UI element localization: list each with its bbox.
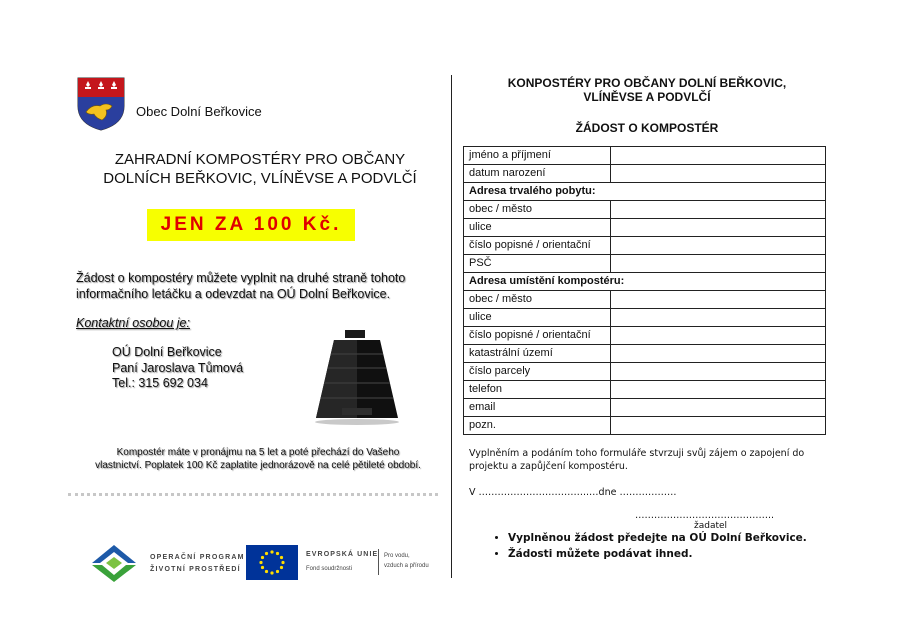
form-row bbox=[464, 363, 826, 381]
form-row bbox=[464, 291, 826, 309]
instructions-list bbox=[484, 530, 807, 562]
form-field-label: telefon bbox=[464, 381, 611, 399]
form-field-label: datum narození bbox=[464, 165, 611, 183]
form-field-label: jméno a příjmení bbox=[464, 147, 611, 165]
price-text: JEN ZA 100 Kč. bbox=[160, 214, 342, 235]
form-row bbox=[464, 417, 826, 435]
form-row bbox=[464, 201, 826, 219]
form-field-input[interactable] bbox=[611, 255, 826, 273]
operacni-program-logo-icon bbox=[88, 541, 140, 583]
form-field-input[interactable] bbox=[611, 165, 826, 183]
form-title bbox=[462, 76, 832, 104]
form-field-label: ulice bbox=[464, 309, 611, 327]
eu-motto bbox=[384, 551, 429, 571]
op-logo-text bbox=[150, 552, 245, 576]
eu-flag-icon bbox=[246, 545, 298, 580]
application-text: Žádost o kompostéry můžete vyplnit na druhé straně tohoto informačního letáčku a odevzdat na OÚ Dolní Beřkovice. bbox=[76, 271, 406, 301]
form-field-input[interactable] bbox=[611, 399, 826, 417]
form-row bbox=[464, 237, 826, 255]
instruction-item: • Žádosti můžete podávat ihned. bbox=[508, 546, 807, 562]
form-field-label: ulice bbox=[464, 219, 611, 237]
signature-line: …………………………………….. bbox=[635, 510, 775, 521]
form-field-label: číslo popisné / orientační bbox=[464, 237, 611, 255]
form-field-label: katastrální území bbox=[464, 345, 611, 363]
form-row bbox=[464, 255, 826, 273]
dotted-divider bbox=[68, 493, 438, 496]
contact-office: OÚ Dolní Beřkovice bbox=[112, 345, 222, 359]
contact-details bbox=[112, 345, 243, 392]
application-form-table bbox=[463, 146, 826, 435]
form-field-label: číslo popisné / orientační bbox=[464, 327, 611, 345]
page-fold-divider bbox=[451, 75, 452, 578]
municipality-name: Obec Dolní Beřkovice bbox=[136, 104, 262, 119]
coat-of-arms-icon bbox=[76, 76, 126, 132]
form-field-label: obec / město bbox=[464, 201, 611, 219]
eu-motto-line: Pro vodu, bbox=[384, 553, 410, 559]
form-field-input[interactable] bbox=[611, 327, 826, 345]
eu-title: EVROPSKÁ UNIE bbox=[306, 551, 379, 558]
form-subtitle: ŽÁDOST O KOMPOSTÉR bbox=[575, 121, 719, 135]
contact-heading: Kontaktní osobou je: bbox=[76, 316, 190, 330]
form-field-label: PSČ bbox=[464, 255, 611, 273]
headline-line: ZAHRADNÍ KOMPOSTÉRY PRO OBČANY bbox=[114, 151, 406, 168]
composter-image bbox=[312, 328, 402, 428]
rental-info bbox=[72, 447, 444, 472]
form-field-label: obec / město bbox=[464, 291, 611, 309]
headline bbox=[70, 150, 450, 188]
form-row bbox=[464, 309, 826, 327]
form-field-label: email bbox=[464, 399, 611, 417]
form-section-heading: Adresa trvalého pobytu: bbox=[464, 183, 826, 201]
headline-line: DOLNÍCH BEŘKOVIC, VLÍNĚVSE A PODVLČÍ bbox=[103, 170, 417, 187]
form-row bbox=[464, 381, 826, 399]
instruction-item: • Vyplněnou žádost předejte na OÚ Dolní Beřkovice. bbox=[508, 530, 807, 546]
form-row bbox=[464, 165, 826, 183]
price-highlight bbox=[147, 209, 355, 241]
contact-phone: Tel.: 315 692 034 bbox=[112, 376, 208, 390]
form-title-line: KONPOSTÉRY PRO OBČANY DOLNÍ BEŘKOVIC, bbox=[507, 76, 787, 90]
form-row bbox=[464, 327, 826, 345]
logo-separator bbox=[378, 549, 379, 575]
form-title-line: VLÍNĚVSE A PODVLČÍ bbox=[583, 90, 711, 104]
form-field-input[interactable] bbox=[611, 201, 826, 219]
form-field-input[interactable] bbox=[611, 309, 826, 327]
op-logo-line: OPERAČNÍ PROGRAM bbox=[150, 554, 245, 561]
consent-statement: Vyplněním a podáním toho formuláře stvrzuji svůj zájem o zapojení do projektu a zapůjčení kompostéru. bbox=[469, 448, 805, 472]
form-field-input[interactable] bbox=[611, 417, 826, 435]
form-field-input[interactable] bbox=[611, 345, 826, 363]
form-section-row bbox=[464, 183, 826, 201]
form-row bbox=[464, 219, 826, 237]
eu-motto-line: vzduch a přírodu bbox=[384, 563, 429, 569]
form-field-input[interactable] bbox=[611, 147, 826, 165]
form-field-label: pozn. bbox=[464, 417, 611, 435]
form-field-input[interactable] bbox=[611, 237, 826, 255]
form-field-input[interactable] bbox=[611, 381, 826, 399]
form-row bbox=[464, 345, 826, 363]
contact-person: Paní Jaroslava Tůmová bbox=[112, 360, 244, 375]
form-section-heading: Adresa umístění kompostéru: bbox=[464, 273, 826, 291]
eu-fund: Fond soudržnosti bbox=[306, 566, 353, 572]
form-row bbox=[464, 147, 826, 165]
form-section-row bbox=[464, 273, 826, 291]
form-field-label: číslo parcely bbox=[464, 363, 611, 381]
form-field-input[interactable] bbox=[611, 219, 826, 237]
form-field-input[interactable] bbox=[611, 291, 826, 309]
rental-line: vlastnictví. Poplatek 100 Kč zaplatite jednorázově na celé pětileté období. bbox=[95, 459, 421, 471]
rental-line: Kompostér máte v pronájmu na 5 let a poté přechází do Vašeho bbox=[116, 447, 400, 458]
place-date-line: V ……………………………..…dne ……………… bbox=[469, 487, 677, 498]
op-logo-line: ŽIVOTNÍ PROSTŘEDÍ bbox=[150, 566, 241, 573]
form-field-input[interactable] bbox=[611, 363, 826, 381]
signature-label: žadatel bbox=[694, 521, 728, 531]
form-row bbox=[464, 399, 826, 417]
